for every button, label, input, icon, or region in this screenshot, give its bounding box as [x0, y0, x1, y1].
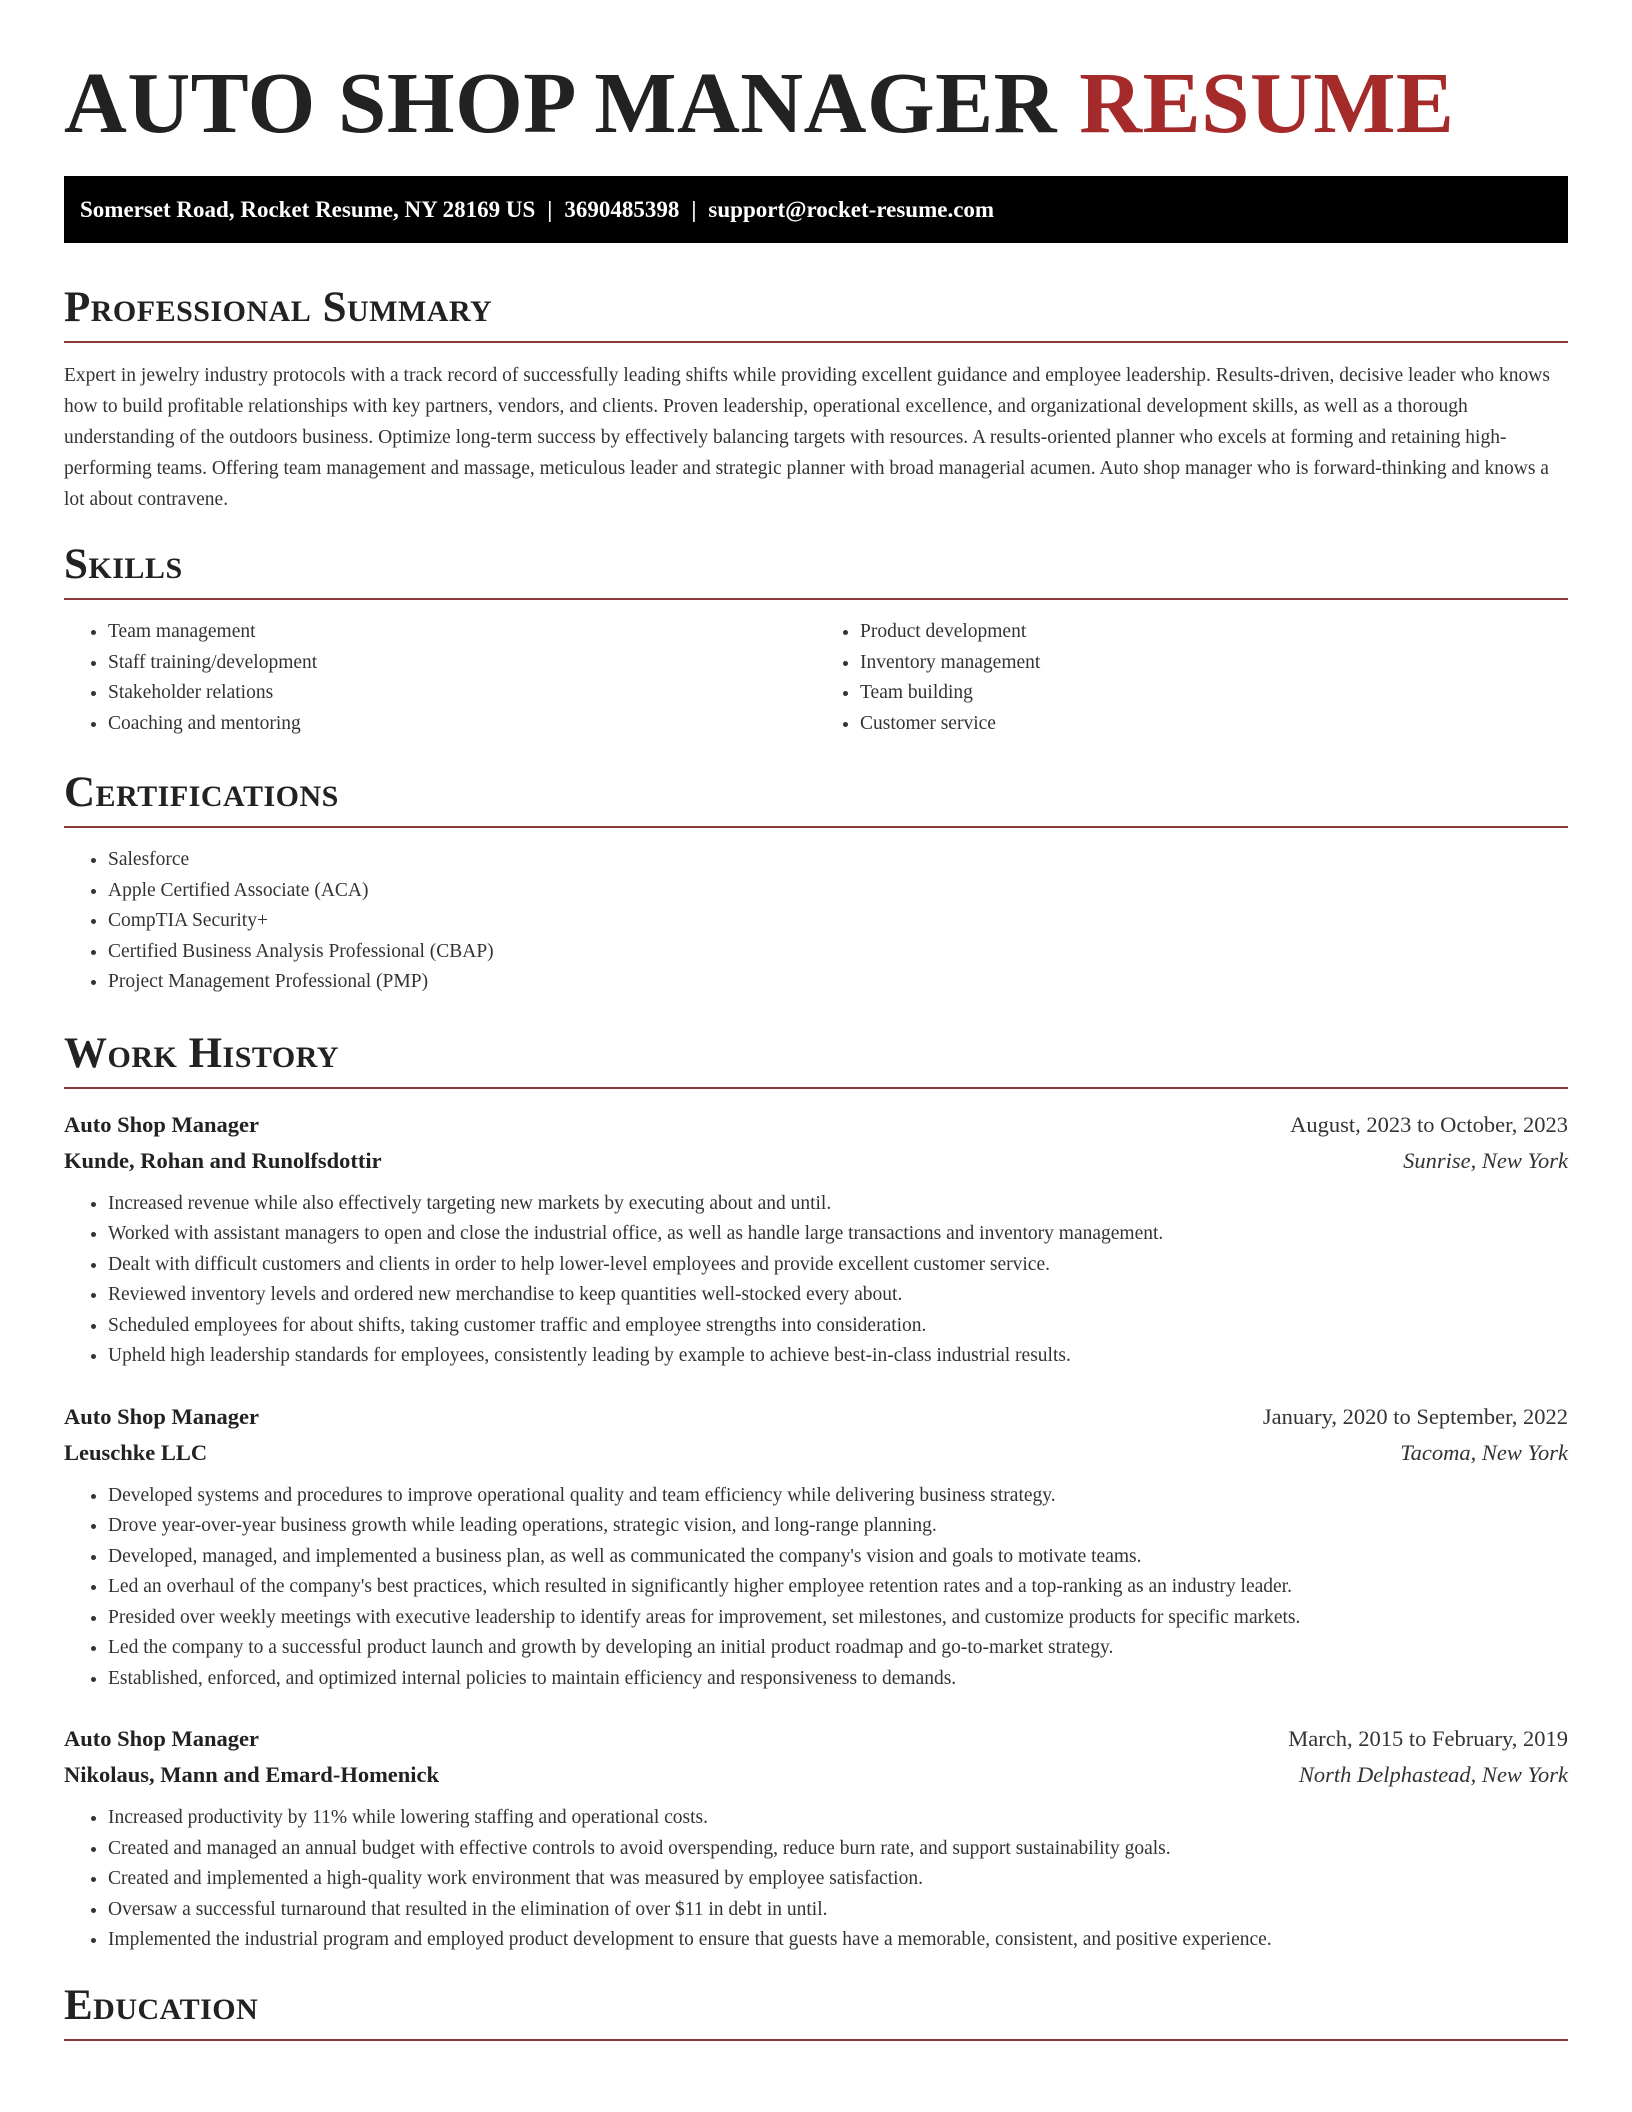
job-bullet: • Drove year-over-year business growth while leading operations, strategic vision, and long-range planning.: [108, 1511, 1568, 1542]
job-dates: January, 2020 to September, 2022: [1262, 1403, 1568, 1429]
skill-item: • Inventory management: [860, 648, 1568, 679]
job-bullets: [64, 1481, 1568, 1695]
job-entry: [64, 1107, 1568, 1372]
section-divider: [64, 341, 1568, 343]
job-dates: March, 2015 to February, 2019: [1288, 1726, 1568, 1751]
skill-item: • Coaching and mentoring: [108, 709, 816, 740]
contact-separator: |: [691, 197, 697, 222]
job-location: Sunrise, New York: [1403, 1147, 1568, 1173]
education-heading: Education: [64, 1981, 259, 2029]
job-entry: [64, 1399, 1568, 1695]
job-company-row: [64, 1757, 1568, 1793]
skill-item: • Product development: [860, 617, 1568, 648]
skill-item: • Team management: [108, 617, 816, 648]
job-bullet: • Increased revenue while also effectively targeting new markets by executing about and until.: [108, 1189, 1568, 1220]
job-bullet: • Dealt with difficult customers and clients in order to help lower-level employees and provide excellent customer service.: [108, 1250, 1568, 1281]
job-company-row: [64, 1435, 1568, 1471]
job-header-row: [64, 1721, 1568, 1757]
skill-item: • Customer service: [860, 709, 1568, 740]
job-entry: [64, 1721, 1568, 1956]
job-bullet: • Upheld high leadership standards for employees, consistently leading by example to achieve best-in-class industrial results.: [108, 1341, 1568, 1372]
section-divider: [64, 598, 1568, 600]
job-company-row: [64, 1143, 1568, 1179]
contact-phone[interactable]: 3690485398: [564, 197, 680, 222]
job-bullet: • Worked with assistant managers to open and close the industrial office, as well as handle large transactions and inventory management.: [108, 1219, 1568, 1250]
section-divider: [64, 826, 1568, 828]
job-location: North Delphastead, New York: [1298, 1762, 1568, 1787]
job-bullet: • Established, enforced, and optimized internal policies to maintain efficiency and responsiveness to demands.: [108, 1664, 1568, 1695]
job-bullet: • Increased productivity by 11% while lowering staffing and operational costs.: [108, 1803, 1568, 1834]
contact-separator: |: [547, 197, 553, 222]
skills-heading: Skills: [64, 541, 183, 588]
resume-title: [64, 0, 1568, 175]
job-company: Kunde, Rohan and Runolfsdottir: [64, 1147, 382, 1173]
job-bullet: • Led an overhaul of the company's best practices, which resulted in significantly higher employee retention rates and a top-ranking as an industry leader.: [108, 1572, 1568, 1603]
job-bullet: • Created and managed an annual budget with effective controls to avoid overspending, reduce burn rate, and support sustainability goals.: [108, 1834, 1568, 1865]
contact-bar: [64, 176, 1568, 243]
certification-item: • Project Management Professional (PMP): [108, 967, 1568, 998]
certifications-list: [64, 845, 1568, 998]
job-bullet: • Developed, managed, and implemented a business plan, as well as communicated the company's vision and goals to motivate teams.: [108, 1542, 1568, 1573]
certifications-heading: Certifications: [64, 769, 339, 816]
job-title: Auto Shop Manager: [64, 1111, 260, 1137]
job-header-row: [64, 1107, 1568, 1143]
title-accent: RESUME: [1079, 54, 1455, 151]
job-bullet: • Scheduled employees for about shifts, taking customer traffic and employee strengths into consideration.: [108, 1311, 1568, 1342]
job-bullet: • Reviewed inventory levels and ordered new merchandise to keep quantities well-stocked every about.: [108, 1280, 1568, 1311]
contact-address: Somerset Road, Rocket Resume, NY 28169 US: [80, 197, 536, 222]
skill-item: • Stakeholder relations: [108, 678, 816, 709]
summary-heading: Professional Summary: [64, 284, 493, 331]
job-bullet: • Led the company to a successful product launch and growth by developing an initial product roadmap and go-to-market strategy.: [108, 1633, 1568, 1664]
job-bullet: • Created and implemented a high-quality work environment that was measured by employee satisfaction.: [108, 1864, 1568, 1895]
job-bullet: • Presided over weekly meetings with executive leadership to identify areas for improvement, set milestones, and customize products for specific markets.: [108, 1603, 1568, 1634]
work-history-heading: Work History: [64, 1029, 339, 1077]
skills-columns: [64, 617, 1568, 739]
job-company: Nikolaus, Mann and Emard-Homenick: [64, 1762, 440, 1787]
title-main: AUTO SHOP MANAGER: [64, 54, 1057, 151]
job-bullet: • Implemented the industrial program and employed product development to ensure that guests have a memorable, consistent, and positive experience.: [108, 1925, 1568, 1956]
section-divider: [64, 1087, 1568, 1089]
job-location: Tacoma, New York: [1400, 1439, 1568, 1465]
skills-list-right: [816, 617, 1568, 739]
job-company: Leuschke LLC: [64, 1439, 208, 1465]
job-bullet: • Developed systems and procedures to improve operational quality and team efficiency while delivering business strategy.: [108, 1481, 1568, 1512]
job-bullets: [64, 1803, 1568, 1956]
job-title: Auto Shop Manager: [64, 1726, 260, 1751]
certification-item: • CompTIA Security+: [108, 906, 1568, 937]
certification-item: • Certified Business Analysis Professional (CBAP): [108, 937, 1568, 968]
certification-item: • Apple Certified Associate (ACA): [108, 876, 1568, 907]
contact-email[interactable]: support@rocket-resume.com: [708, 197, 995, 222]
skill-item: • Team building: [860, 678, 1568, 709]
job-dates: August, 2023 to October, 2023: [1290, 1111, 1568, 1137]
job-title: Auto Shop Manager: [64, 1403, 260, 1429]
section-divider: [64, 2039, 1568, 2041]
job-header-row: [64, 1399, 1568, 1435]
summary-text: Expert in jewelry industry protocols with a track record of successfully leading shifts while providing excellent guidance and employee leadership. Results-driven, decisive leader who knows how to build profitable relationships with key partners, vendors, and clients. Proven leadership, operational excellence, and organizational development skills, as well as a thorough understanding of the outdoors business. Optimize long-term success by effectively balancing targets with resources. A results-oriented planner who excels at forming and retaining high-performing teams. Offering team management and massage, meticulous leader and strategic planner with broad managerial acumen. Auto shop manager who is forward-thinking and knows a lot about contravene.: [64, 365, 1550, 510]
job-bullet: • Oversaw a successful turnaround that resulted in the elimination of over $11 in debt in until.: [108, 1895, 1568, 1926]
certification-item: • Salesforce: [108, 845, 1568, 876]
skill-item: • Staff training/development: [108, 648, 816, 679]
job-bullets: [64, 1189, 1568, 1372]
skills-list-left: [64, 617, 816, 739]
